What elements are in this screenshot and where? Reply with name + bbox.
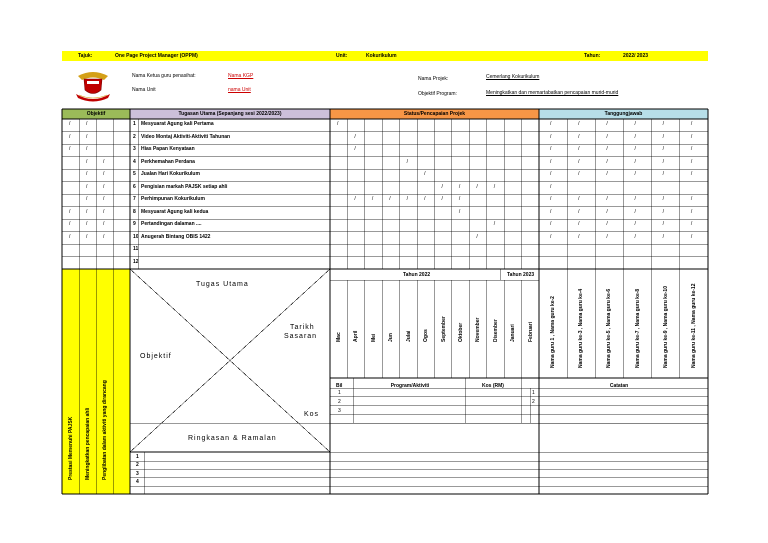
program-header: Program/Aktiviti — [390, 383, 430, 389]
objective-check-mark: / — [86, 196, 88, 202]
month-label: September — [440, 316, 447, 342]
ketua-label: Nama Ketua guru penasihat: — [132, 73, 196, 79]
person-label: Nama guru ke-7 , Nama guru ke-8 — [634, 288, 641, 368]
objective-check-mark: / — [69, 208, 71, 215]
responsibility-check-mark: / — [578, 133, 580, 140]
responsibility-check-mark: / — [578, 121, 580, 127]
tahun-value: 2022/ 2023 — [623, 53, 649, 59]
responsibility-check-mark: / — [606, 196, 608, 202]
task-name: Jualan Hari Kokurikulum — [141, 171, 200, 177]
task-number: 12 — [133, 258, 139, 265]
diagram-left-label: Objektif — [140, 353, 172, 360]
year-2023-label: Tahun 2023 — [507, 272, 535, 278]
schedule-check-mark: / — [441, 183, 443, 190]
responsibility-check-mark: / — [550, 196, 552, 202]
responsibility-check-mark: / — [550, 133, 552, 140]
schedule-check-mark: / — [458, 196, 461, 202]
schedule-check-mark: / — [476, 183, 478, 190]
task-name: Pertandingan dalaman .... — [141, 221, 202, 227]
responsibility-check-mark: / — [578, 221, 580, 227]
ketua-value: Nama KGP — [228, 73, 254, 79]
responsibility-check-mark: / — [578, 158, 580, 165]
objective-check-mark: / — [103, 221, 105, 227]
unit-value: Kokurikulum — [366, 53, 397, 59]
person-label: Nama guru 1 , Nama guru ke-2 — [550, 296, 556, 368]
program-row-number: 3 — [338, 408, 341, 414]
month-label: April — [353, 330, 360, 342]
responsibility-check-mark: / — [690, 121, 693, 127]
objective-check-mark: / — [86, 146, 88, 152]
task-number: 8 — [133, 208, 136, 215]
task-name: Mesyuarat Agung kali Pertama — [141, 121, 214, 127]
diagram-right-label-2: Sasaran — [284, 333, 318, 340]
objective-check-mark: / — [69, 233, 71, 240]
schedule-check-mark: / — [389, 196, 391, 202]
schedule-check-mark: / — [458, 208, 461, 215]
responsibility-check-mark: / — [662, 146, 665, 152]
schedule-check-mark: / — [406, 158, 409, 165]
summary-row-number: 1 — [136, 454, 139, 460]
status-header-label: Status/Pencapaian Projek — [403, 111, 466, 117]
month-label: Januari — [510, 324, 517, 342]
schedule-check-mark: / — [476, 233, 478, 240]
unit-label: Unit: — [336, 53, 348, 59]
objective-check-mark: / — [69, 133, 71, 140]
responsibility-check-mark: / — [606, 146, 608, 152]
schedule-check-mark: / — [424, 171, 426, 177]
month-label: Februari — [527, 321, 534, 342]
responsibility-check-mark: / — [550, 171, 552, 177]
objective-check-mark: / — [86, 121, 88, 127]
month-label: Disember — [492, 319, 499, 342]
schedule-check-mark: / — [354, 146, 356, 152]
objective-check-mark: / — [86, 208, 88, 215]
responsibility-check-mark: / — [634, 196, 636, 202]
responsibility-check-mark: / — [662, 158, 665, 165]
objective-label: Prestasi Memenuhi PAJSK — [68, 416, 74, 480]
unit-name-value: nama Unit — [228, 87, 251, 93]
diagram-right-label-1: Tarikh — [290, 324, 315, 331]
objective-check-mark: / — [103, 233, 105, 240]
month-label: Mei — [370, 333, 377, 342]
task-name: Mesyuarat Agung kali kedua — [141, 208, 209, 215]
kos-header: Kos (RM) — [482, 383, 504, 389]
responsibility-check-mark: / — [634, 221, 636, 227]
schedule-check-mark: / — [406, 196, 409, 202]
objektif-program-label: Objektif Program: — [418, 91, 457, 97]
summary-row-number: 2 — [136, 462, 139, 469]
tanggungjawab-header-label: Tanggungjawab — [604, 111, 643, 117]
responsibility-check-mark: / — [606, 158, 608, 165]
person-label: Nama guru ke-9 , Nama guru ke-10 — [662, 286, 669, 368]
objektif-program-value: Meningkatkan dan memartabatkan pencapaian murid-murid — [486, 90, 619, 96]
responsibility-check-mark: / — [550, 158, 552, 165]
bil-header: Bil — [336, 383, 343, 389]
diagram-bottom-label: Ringkasan & Ramalan — [188, 435, 277, 442]
objective-check-mark: / — [69, 146, 71, 152]
projek-value: Cemerlang Kokurikulum — [486, 74, 540, 80]
objective-label: Penglibatan dalam aktiviti yang dirancang — [102, 380, 108, 480]
task-name: Hias Papan Kenyataan — [141, 146, 195, 152]
schedule-check-mark: / — [493, 183, 496, 190]
responsibility-check-mark: / — [662, 121, 665, 127]
month-label: Ogos — [423, 329, 430, 342]
tahun-label: Tahun: — [584, 53, 601, 59]
task-number: 11 — [133, 246, 139, 252]
objective-check-mark: / — [69, 121, 71, 127]
schedule-check-mark: / — [354, 196, 356, 202]
task-number: 6 — [133, 183, 136, 190]
task-name: Perkhemahan Perdana — [141, 158, 195, 165]
month-label: Oktober — [457, 322, 464, 342]
responsibility-check-mark: / — [578, 171, 580, 177]
responsibility-check-mark: / — [550, 183, 552, 190]
objective-check-mark: / — [103, 196, 105, 202]
responsibility-check-mark: / — [690, 171, 693, 177]
program-row-number: 2 — [338, 399, 341, 405]
projek-label: Nama Projek: — [418, 76, 449, 82]
responsibility-check-mark: / — [550, 221, 552, 227]
month-label: Julai — [405, 330, 412, 342]
responsibility-check-mark: / — [578, 233, 580, 240]
person-label: Nama guru ke-3 , Nama guru ke-4 — [578, 288, 585, 368]
unit-name-label: Nama Unit — [132, 87, 156, 93]
schedule-check-mark: / — [354, 133, 356, 140]
responsibility-check-mark: / — [606, 233, 608, 240]
responsibility-check-mark: / — [578, 196, 580, 202]
responsibility-check-mark: / — [662, 133, 665, 140]
responsibility-check-mark: / — [690, 208, 693, 215]
objective-check-mark: / — [86, 133, 88, 140]
responsibility-check-mark: / — [690, 133, 693, 140]
objective-check-mark: / — [86, 183, 88, 190]
task-number: 3 — [133, 146, 136, 152]
task-number: 9 — [133, 221, 136, 227]
month-label: Mac — [336, 332, 342, 342]
responsibility-check-mark: / — [606, 171, 608, 177]
responsibility-check-mark: / — [634, 208, 636, 215]
responsibility-check-mark: / — [550, 121, 552, 127]
summary-row-number: 4 — [136, 479, 139, 486]
schedule-check-mark: / — [337, 121, 339, 127]
year-2022-label: Tahun 2022 — [403, 272, 431, 278]
summary-row-number: 3 — [136, 470, 139, 477]
objektif-header-label: Objektif — [86, 111, 106, 117]
task-number: 5 — [133, 171, 136, 177]
month-label: November — [475, 317, 482, 342]
responsibility-check-mark: / — [662, 221, 665, 227]
responsibility-check-mark: / — [690, 196, 693, 202]
month-label: Jun — [388, 333, 395, 342]
catatan-row-number: 1 — [532, 390, 535, 396]
responsibility-check-mark: / — [606, 221, 608, 227]
objective-check-mark: / — [86, 233, 88, 240]
objective-check-mark: / — [86, 158, 88, 165]
tajuk-value: One Page Project Manager (OPPM) — [115, 53, 198, 59]
responsibility-check-mark: / — [606, 133, 608, 140]
responsibility-check-mark: / — [690, 146, 693, 152]
responsibility-check-mark: / — [662, 171, 665, 177]
responsibility-check-mark: / — [550, 233, 552, 240]
schedule-check-mark: / — [493, 221, 496, 227]
schedule-check-mark: / — [371, 196, 374, 202]
task-number: 4 — [133, 158, 136, 165]
schedule-check-mark: / — [441, 196, 443, 202]
responsibility-check-mark: / — [578, 146, 580, 152]
task-name: Video Montaj Aktiviti-Aktiviti Tahunan — [141, 133, 231, 140]
responsibility-check-mark: / — [634, 171, 636, 177]
responsibility-check-mark: / — [662, 196, 665, 202]
task-name: Perhimpunan Kokurikulum — [141, 196, 205, 202]
program-row-number: 1 — [338, 390, 341, 396]
task-name: Anugerah Bintang OBIS 1422 — [141, 233, 211, 240]
responsibility-check-mark: / — [634, 158, 636, 165]
objective-check-mark: / — [86, 221, 88, 227]
task-number: 10 — [133, 233, 139, 240]
task-name: Pengisian markah PAJSK setiap ahli — [141, 183, 228, 190]
responsibility-check-mark: / — [606, 121, 608, 127]
diagram-kos-label: Kos — [304, 411, 320, 418]
objective-check-mark: / — [86, 171, 88, 177]
objective-check-mark: / — [103, 208, 105, 215]
responsibility-check-mark: / — [550, 208, 552, 215]
responsibility-check-mark: / — [634, 233, 636, 240]
person-label: Nama guru ke-11 , Nama guru ke-12 — [690, 283, 697, 368]
responsibility-check-mark: / — [662, 233, 665, 240]
schedule-check-mark: / — [424, 196, 426, 202]
objective-label: Meningkatkan pencapaian ahli — [85, 407, 91, 480]
responsibility-check-mark: / — [634, 133, 636, 140]
tugasan-header-label: Tugasan Utama (Sepanjang sesi 2022/2023) — [178, 111, 282, 117]
catatan-header: Catatan — [609, 383, 629, 389]
diagram-top-label: Tugas Utama — [196, 281, 249, 288]
objective-check-mark: / — [103, 171, 105, 177]
schedule-check-mark: / — [458, 183, 461, 190]
responsibility-check-mark: / — [690, 221, 693, 227]
task-number: 1 — [133, 121, 136, 127]
responsibility-check-mark: / — [634, 121, 636, 127]
responsibility-check-mark: / — [606, 208, 608, 215]
responsibility-check-mark: / — [690, 158, 693, 165]
task-number: 7 — [133, 196, 136, 202]
responsibility-check-mark: / — [550, 146, 552, 152]
tajuk-label: Tajuk: — [78, 53, 93, 59]
task-number: 2 — [133, 133, 136, 140]
responsibility-check-mark: / — [690, 233, 693, 240]
responsibility-check-mark: / — [578, 208, 580, 215]
responsibility-check-mark: / — [662, 208, 665, 215]
responsibility-check-mark: / — [634, 146, 636, 152]
objective-check-mark: / — [103, 158, 105, 165]
objective-check-mark: / — [69, 221, 71, 227]
person-label: Nama guru ke-5 , Nama guru ke-6 — [606, 288, 613, 368]
objective-check-mark: / — [103, 183, 105, 190]
catatan-row-number: 2 — [532, 399, 535, 405]
